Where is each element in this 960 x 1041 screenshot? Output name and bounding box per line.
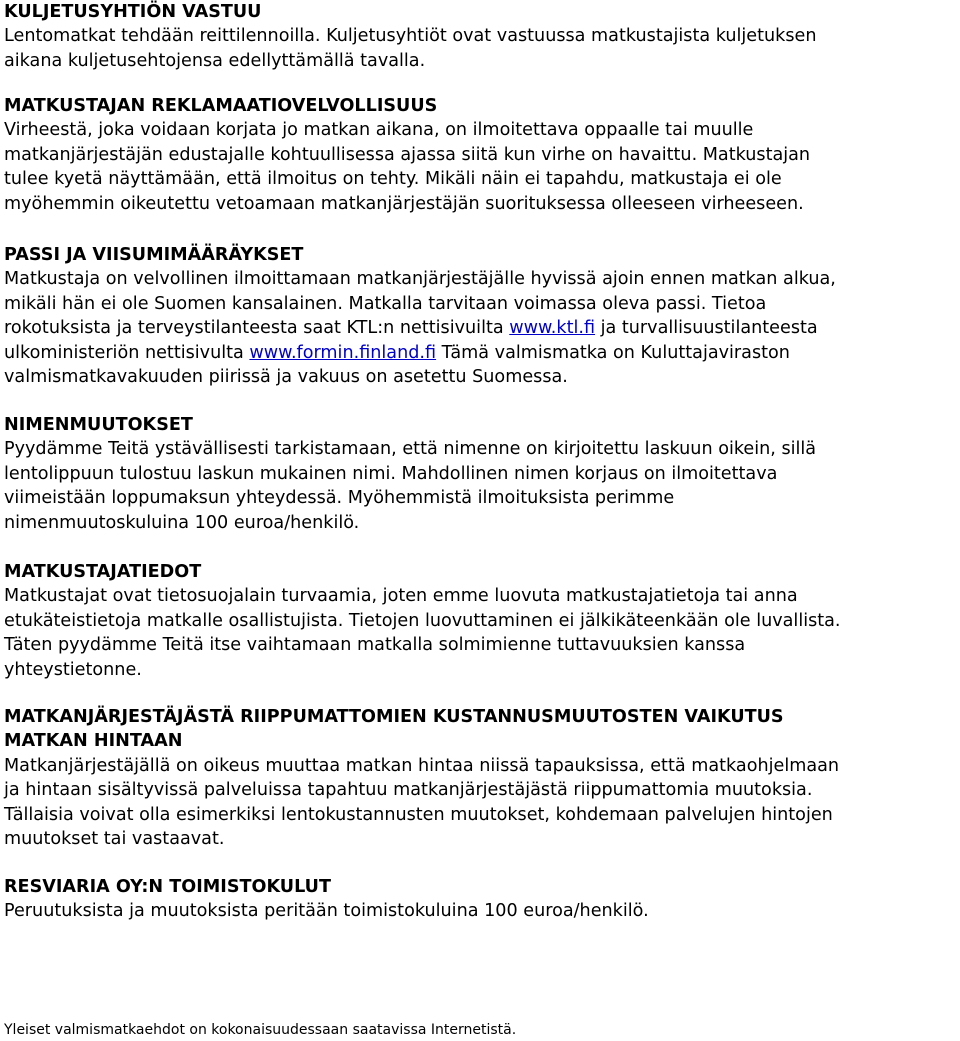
paragraph-line: viimeistään loppumaksun yhteydessä. Myöhemmistä ilmoituksista perimme bbox=[4, 488, 675, 509]
section-office-fees bbox=[4, 875, 960, 924]
section-passport-visa bbox=[4, 243, 960, 389]
section-heading: KULJETUSYHTIÖN VASTUU bbox=[4, 2, 262, 22]
formin-link[interactable]: www.formin.finland.fi bbox=[249, 342, 437, 363]
text-fragment: rokotuksista ja terveystilanteesta saat KTL:n nettisivuilta bbox=[4, 318, 510, 339]
paragraph-line: Matkanjärjestäjällä on oikeus muuttaa matkan hintaa niissä tapauksissa, että matkaohjelmaan bbox=[4, 755, 840, 776]
paragraph-line: Täten pyydämme Teitä itse vaihtamaan matkalla solmimienne tuttavuuksien kanssa bbox=[4, 635, 746, 656]
section-complaint-obligation bbox=[4, 94, 960, 216]
text-fragment: ulkoministeriön nettisivulta bbox=[4, 342, 250, 363]
paragraph-line: lentolippuun tulostuu laskun mukainen nimi. Mahdollinen nimen korjaus on ilmoitettava bbox=[4, 463, 778, 484]
paragraph-line: mikäli hän ei ole Suomen kansalainen. Matkalla tarvitaan voimassa oleva passi. Tietoa bbox=[4, 293, 767, 314]
paragraph-line: Tällaisia voivat olla esimerkiksi lentokustannusten muutokset, kohdemaan palvelujen hintojen bbox=[4, 804, 833, 825]
paragraph-line: Matkustaja on velvollinen ilmoittamaan matkanjärjestäjälle hyvissä ajoin ennen matkan alkua, bbox=[4, 269, 836, 290]
paragraph-line: muutokset tai vastaavat. bbox=[4, 829, 225, 850]
section-heading: RESVIARIA OY:N TOIMISTOKULUT bbox=[4, 877, 331, 897]
section-heading: MATKAN HINTAAN bbox=[4, 731, 183, 752]
section-heading: MATKANJÄRJESTÄJÄSTÄ RIIPPUMATTOMIEN KUSTANNUSMUUTOSTEN VAIKUTUS bbox=[4, 707, 784, 727]
paragraph-line: ja hintaan sisältyvissä palveluissa tapahtuu matkanjärjestäjästä riippumattomia muutoksia. bbox=[4, 780, 813, 801]
paragraph-line: aikana kuljetusehtojensa edellyttämällä tavalla. bbox=[4, 50, 426, 71]
paragraph-line: Matkustajat ovat tietosuojalain turvaamia, joten emme luovuta matkustajatietoja tai anna bbox=[4, 586, 798, 607]
paragraph-line: etukäteistietoja matkalle osallistujista. Tietojen luovuttaminen ei jälkikäteenkään ole luvallista. bbox=[4, 610, 841, 631]
paragraph-line: matkanjärjestäjän edustajalle kohtuullisessa ajassa siitä kun virhe on havaittu. Matkustajan bbox=[4, 144, 811, 165]
paragraph-line: yhteystietonne. bbox=[4, 659, 142, 680]
text-fragment: ja turvallisuustilanteesta bbox=[595, 318, 818, 339]
paragraph-line: myöhemmin oikeutettu vetoamaan matkanjärjestäjän suorituksessa olleeseen virheeseen. bbox=[4, 193, 804, 214]
section-passenger-info bbox=[4, 560, 960, 682]
section-name-changes bbox=[4, 413, 960, 535]
paragraph-line: valmismatkavakuuden piirissä ja vakuus on asetettu Suomessa. bbox=[4, 367, 568, 388]
paragraph-line: Virheestä, joka voidaan korjata jo matkan aikana, on ilmoitettava oppaalle tai muulle bbox=[4, 120, 754, 141]
section-heading: NIMENMUUTOKSET bbox=[4, 415, 193, 435]
section-heading: PASSI JA VIISUMIMÄÄRÄYKSET bbox=[4, 245, 304, 265]
paragraph-line: nimenmuutoskuluina 100 euroa/henkilö. bbox=[4, 512, 360, 533]
section-price-changes bbox=[4, 705, 960, 851]
paragraph-line bbox=[4, 341, 960, 365]
paragraph-line: Lentomatkat tehdään reittilennoilla. Kuljetusyhtiöt ovat vastuussa matkustajista kuljetuksen bbox=[4, 26, 817, 47]
text-fragment: Tämä valmismatka on Kuluttajaviraston bbox=[436, 342, 790, 363]
paragraph-line bbox=[4, 316, 960, 340]
paragraph-line: Pyydämme Teitä ystävällisesti tarkistamaan, että nimenne on kirjoitettu laskuun oikein, sillä bbox=[4, 439, 817, 460]
paragraph-line: Peruutuksista ja muutoksista peritään toimistokuluina 100 euroa/henkilö. bbox=[4, 901, 649, 922]
section-heading: MATKUSTAJAN REKLAMAATIOVELVOLLISUUS bbox=[4, 96, 438, 116]
section-heading: MATKUSTAJATIEDOT bbox=[4, 562, 202, 582]
paragraph-line: tulee kyetä näyttämään, että ilmoitus on tehty. Mikäli näin ei tapahdu, matkustaja ei ole bbox=[4, 169, 782, 190]
section-carrier-liability bbox=[4, 0, 960, 73]
page-footer: Yleiset valmismatkaehdot on kokonaisuudessaan saatavissa Internetistä. bbox=[4, 1022, 517, 1038]
ktl-link[interactable]: www.ktl.fi bbox=[509, 318, 596, 339]
